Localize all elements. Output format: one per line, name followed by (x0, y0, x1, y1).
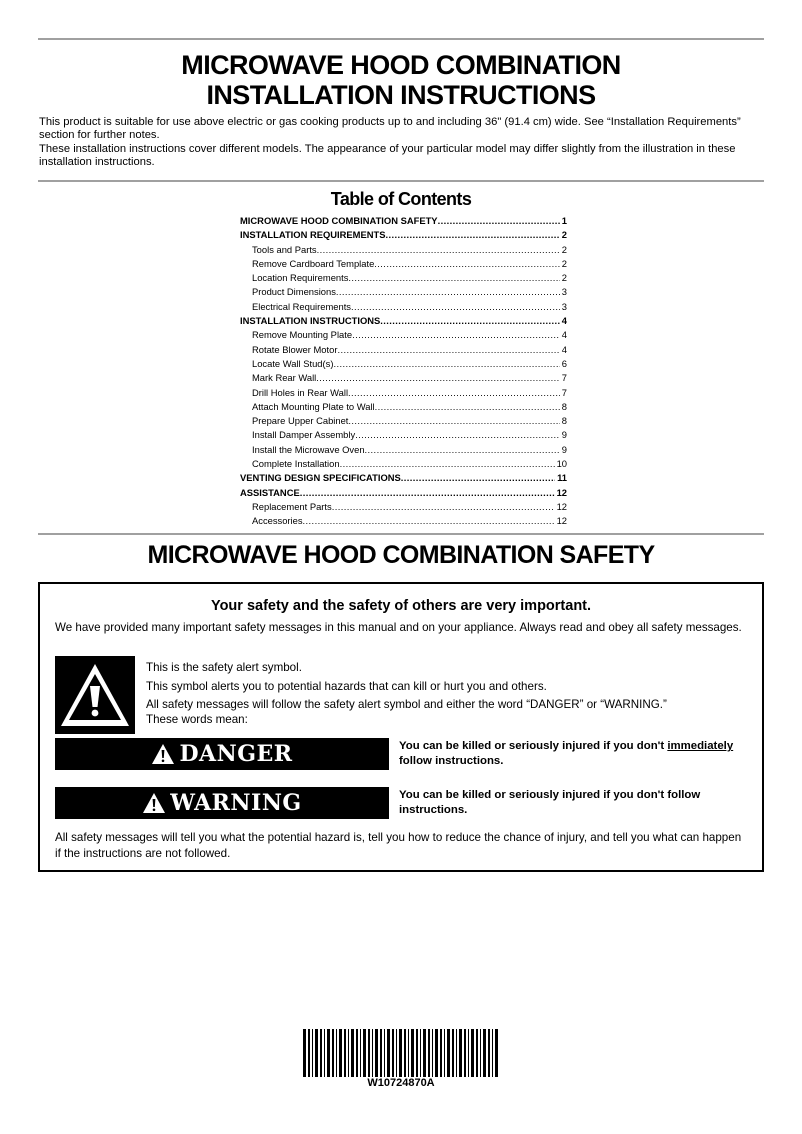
safety-intro: We have provided many important safety messages in this manual and on your appliance. Always read and obey all safety messages. (55, 621, 742, 634)
barcode-bar (468, 1029, 469, 1077)
toc-entry-page: 4 (561, 329, 567, 341)
intro-rule (38, 180, 764, 182)
toc-entry (240, 285, 567, 299)
barcode-bar (315, 1029, 318, 1077)
toc-leader-dots (348, 271, 559, 285)
toc-entry (240, 500, 567, 514)
barcode-bar (312, 1029, 313, 1077)
barcode-bar (303, 1029, 306, 1077)
danger-message (399, 739, 759, 769)
danger-message-emphasis: immediately (667, 740, 734, 752)
toc-entry (240, 257, 567, 271)
toc-entry (240, 214, 567, 228)
symbol-line-2: This symbol alerts you to potential hazards that can kill or hurt you and others. (146, 680, 547, 693)
toc-entry (240, 457, 567, 471)
toc-entry-title: Complete Installation (252, 458, 340, 470)
danger-alert-icon (151, 743, 175, 765)
toc-entry-title: ASSISTANCE (240, 486, 300, 498)
toc-leader-dots (355, 428, 560, 442)
barcode-bar (432, 1029, 433, 1077)
toc-entry-title: Electrical Requirements (252, 300, 351, 312)
title-line-1: MICROWAVE HOOD COMBINATION (181, 50, 621, 80)
warning-alert-icon (142, 792, 166, 814)
toc-entry-page: 2 (561, 257, 567, 269)
toc-entry-title: Accessories (252, 515, 303, 527)
barcode-bar (363, 1029, 366, 1077)
toc-leader-dots (316, 371, 560, 385)
toc-leader-dots (336, 285, 560, 299)
barcode-bar (480, 1029, 481, 1077)
barcode-bar (324, 1029, 325, 1077)
barcode-bar (351, 1029, 354, 1077)
toc-leader-dots (348, 414, 559, 428)
toc-entry-title: Mark Rear Wall (252, 372, 317, 384)
toc-entry-page: 9 (561, 443, 567, 455)
toc-entry-title: Prepare Upper Cabinet (252, 415, 349, 427)
toc-entry (240, 443, 567, 457)
toc-leader-dots (340, 457, 555, 471)
barcode-bar (404, 1029, 406, 1077)
toc-entry-page: 10 (556, 458, 567, 470)
barcode-bar (488, 1029, 490, 1077)
toc-entry (240, 486, 567, 500)
toc-entry (240, 386, 567, 400)
barcode-bar (444, 1029, 445, 1077)
symbol-line-1: This is the safety alert symbol. (146, 661, 302, 674)
barcode-bar (344, 1029, 346, 1077)
toc-entry-page: 12 (556, 500, 567, 512)
safety-box-heading: Your safety and the safety of others are very important. (210, 598, 592, 614)
toc-entry-page: 6 (561, 357, 567, 369)
toc-entry (240, 343, 567, 357)
toc-entry-page: 12 (556, 515, 567, 527)
toc-entry-page: 2 (561, 243, 567, 255)
toc-leader-dots (348, 386, 560, 400)
danger-banner (55, 738, 389, 770)
intro-paragraph-1: This product is suitable for use above electric or gas cooking products up to and including 36" (91.4 cm) wide. See “Installation Requirements” section for further notes. (39, 116, 741, 142)
toc-leader-dots (438, 214, 560, 228)
toc-leader-dots (352, 328, 560, 342)
toc-entry-page: 11 (557, 472, 567, 484)
toc-entry (240, 414, 567, 428)
barcode-bar (336, 1029, 337, 1077)
toc-entry-page: 3 (561, 300, 567, 312)
barcode-bar (492, 1029, 493, 1077)
barcode-bar (380, 1029, 382, 1077)
safety-alert-symbol-icon (55, 656, 135, 734)
barcode-bar (332, 1029, 334, 1077)
barcode (303, 1029, 499, 1077)
toc-leader-dots (332, 500, 555, 514)
barcode-bar (471, 1029, 474, 1077)
danger-label: DANGER (179, 741, 293, 767)
toc-entry-title: Remove Mounting Plate (252, 329, 353, 341)
toc-leader-dots (333, 357, 559, 371)
barcode-bar (384, 1029, 385, 1077)
toc-entry-title: Location Requirements (252, 272, 349, 284)
barcode-bar (456, 1029, 457, 1077)
warning-message: You can be killed or seriously injured if you don't follow instructions. (399, 789, 701, 816)
toc-entry (240, 271, 567, 285)
toc-entry-page: 1 (561, 215, 567, 226)
barcode-bar (447, 1029, 450, 1077)
toc-leader-dots (303, 514, 555, 528)
toc-entry (240, 228, 567, 242)
toc-entry-page: 8 (561, 415, 567, 427)
toc-heading: Table of Contents (330, 189, 472, 209)
safety-footer: All safety messages will tell you what the potential hazard is, tell you how to reduce the chance of injury, and tell you what can happen if the instructions are not followed. (55, 831, 742, 860)
barcode-bar (399, 1029, 402, 1077)
toc-entry-page: 12 (556, 486, 567, 498)
toc-entry-page: 9 (561, 429, 567, 441)
toc-entry-title: Product Dimensions (252, 286, 336, 298)
toc-leader-dots (365, 443, 560, 457)
toc-rule (38, 533, 764, 535)
toc-entry (240, 328, 567, 342)
toc-leader-dots (375, 400, 560, 414)
toc-entry (240, 428, 567, 442)
toc-entry-title: INSTALLATION REQUIREMENTS (240, 229, 386, 241)
barcode-bar (476, 1029, 478, 1077)
safety-section-title: MICROWAVE HOOD COMBINATION SAFETY (147, 541, 655, 569)
barcode-bar (428, 1029, 430, 1077)
barcode-bar (483, 1029, 486, 1077)
toc-entry (240, 371, 567, 385)
toc-leader-dots (317, 243, 560, 257)
toc-entry-title: Remove Cardboard Template (252, 257, 375, 269)
toc-entry-title: VENTING DESIGN SPECIFICATIONS (240, 472, 401, 484)
barcode-bar (452, 1029, 454, 1077)
barcode-bar (495, 1029, 498, 1077)
barcode-bar (308, 1029, 310, 1077)
top-rule (38, 38, 764, 40)
barcode-bar (327, 1029, 330, 1077)
toc-entry-page: 4 (561, 343, 567, 355)
danger-message-end: follow instructions. (399, 755, 504, 767)
barcode-bar (348, 1029, 349, 1077)
toc-leader-dots (401, 471, 555, 485)
toc-entry-title: Install the Microwave Oven (252, 443, 365, 455)
warning-banner (55, 787, 389, 819)
symbol-line-3: All safety messages will follow the safety alert symbol and either the word “DANGER” or “WARNING.” (146, 698, 667, 711)
toc-entry (240, 243, 567, 257)
barcode-bar (356, 1029, 358, 1077)
toc-entry-page: 3 (561, 286, 567, 298)
toc-entry (240, 514, 567, 528)
barcode-bar (423, 1029, 426, 1077)
barcode-bar (368, 1029, 370, 1077)
danger-message-text: You can be killed or seriously injured if you don't (399, 740, 668, 752)
barcode-bar (435, 1029, 438, 1077)
page-title (0, 50, 802, 110)
barcode-bar (387, 1029, 390, 1077)
barcode-bar (416, 1029, 418, 1077)
intro-paragraph-2: These installation instructions cover different models. The appearance of your particular model may differ slightly from the illustration in these installation instructions. (39, 143, 736, 169)
toc-entry-page: 7 (561, 372, 567, 384)
toc-entry-page: 4 (561, 315, 567, 327)
toc-leader-dots (385, 228, 559, 242)
toc-entry (240, 314, 567, 328)
toc-entry-title: Attach Mounting Plate to Wall (252, 400, 375, 412)
barcode-bar (411, 1029, 414, 1077)
barcode-bar (375, 1029, 378, 1077)
toc-entry-page: 8 (561, 400, 567, 412)
toc-leader-dots (351, 300, 560, 314)
toc-entry-page: 2 (561, 272, 567, 284)
toc-entry (240, 471, 567, 485)
toc-entry-title: Install Damper Assembly (252, 429, 356, 441)
barcode-bar (459, 1029, 462, 1077)
barcode-bar (464, 1029, 466, 1077)
barcode-bar (408, 1029, 409, 1077)
title-line-2: INSTALLATION INSTRUCTIONS (206, 80, 596, 110)
toc-entry-page: 2 (561, 229, 567, 241)
toc-leader-dots (374, 257, 559, 271)
safety-box (38, 582, 764, 872)
barcode-bar (420, 1029, 421, 1077)
toc-entry-page: 7 (561, 386, 567, 398)
toc-entry-title: INSTALLATION INSTRUCTIONS (240, 315, 381, 327)
toc-leader-dots (337, 343, 559, 357)
toc-entry-title: Replacement Parts (252, 500, 332, 512)
toc-entry-title: Tools and Parts (252, 243, 317, 255)
barcode-bar (392, 1029, 394, 1077)
toc-entry-title: MICROWAVE HOOD COMBINATION SAFETY (240, 215, 438, 226)
barcode-bar (320, 1029, 322, 1077)
table-of-contents (240, 214, 567, 529)
barcode-bar (372, 1029, 373, 1077)
toc-leader-dots (300, 486, 555, 500)
toc-entry (240, 300, 567, 314)
toc-leader-dots (380, 314, 560, 328)
barcode-bar (360, 1029, 361, 1077)
barcode-bar (339, 1029, 342, 1077)
toc-entry-title: Rotate Blower Motor (252, 343, 338, 355)
barcode-bar (440, 1029, 442, 1077)
toc-entry (240, 400, 567, 414)
symbol-line-4: These words mean: (146, 713, 248, 726)
barcode-label: W10724870A (367, 1077, 435, 1089)
toc-entry-title: Drill Holes in Rear Wall (252, 386, 349, 398)
barcode-bar (396, 1029, 397, 1077)
warning-label: WARNING (170, 790, 302, 816)
toc-entry (240, 357, 567, 371)
toc-entry-title: Locate Wall Stud(s) (252, 357, 334, 369)
